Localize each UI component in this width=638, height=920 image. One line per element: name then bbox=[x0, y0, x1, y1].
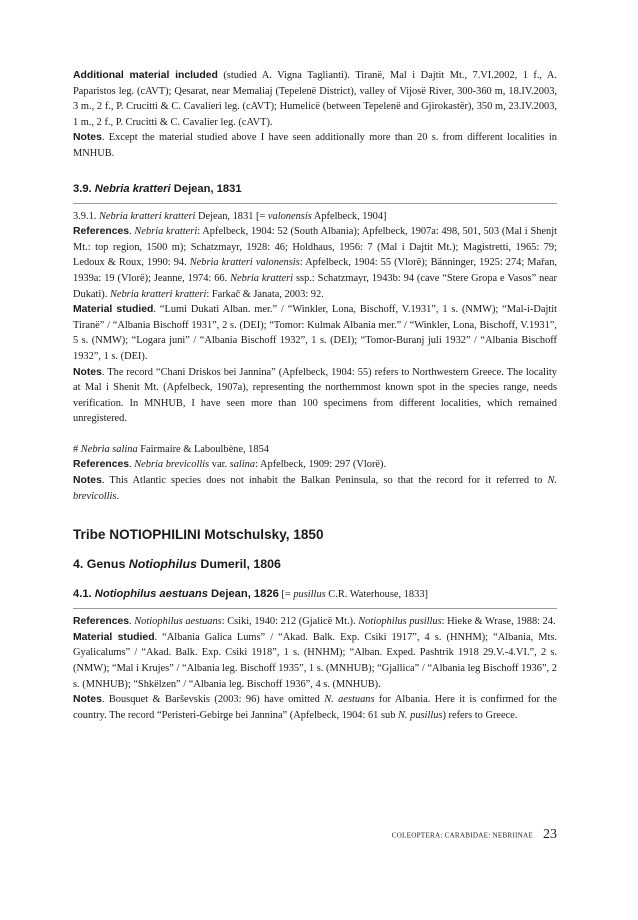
taxon-name: Nebria salina bbox=[80, 443, 138, 455]
section-3-9-heading bbox=[73, 182, 557, 197]
synonym-name: pusillus bbox=[293, 589, 326, 601]
ref-text: . bbox=[129, 459, 135, 471]
section-divider bbox=[73, 608, 557, 609]
notes-text: ) refers to Greece. bbox=[442, 709, 518, 721]
ref-taxon: Nebria kratteri valonensis bbox=[189, 257, 300, 269]
genus-author: Dumeril, 1806 bbox=[196, 557, 281, 572]
page-body bbox=[73, 68, 557, 723]
synonym-open: [= bbox=[278, 589, 294, 601]
taxon-author: Dejean, 1831 bbox=[170, 182, 242, 195]
synonym-name: valonensis bbox=[267, 210, 312, 222]
taxon-name: Notiophilus aestuans bbox=[94, 588, 208, 601]
section-divider bbox=[73, 203, 557, 204]
ref-text: var. bbox=[209, 459, 230, 471]
material-studied-text: . “Lumi Dukati Alban. mer.” / “Winkler, Lona, Bischoff, V.1931”, 1 s. (NMW); “Mal-i-Dajtit Tiranë” / “Albania Bischoff 1931”, 2 s. (DEI); “Tomor: Kulmak Albania mer.” / “Winkler, Lona, Bischoff, V.1931”, 5 s. (NMW); “Logara juni” / “Albania Bischoff 1932”, 1 s. (DEI); “Tomor-Buranj juli 1932” / “Albania Bischoff 1932”, 1 s. (DEI). bbox=[73, 304, 557, 362]
additional-material-label: Additional material included bbox=[73, 70, 218, 81]
ref-text: : Csiki, 1940: 212 (Gjalicë Mt.). bbox=[221, 616, 359, 628]
ref-taxon: Nebria kratteri bbox=[134, 226, 198, 238]
notes-text: . Except the material studied above I have seen additionally more than 20 s. from different localities in MNHUB. bbox=[73, 132, 557, 159]
material-studied-label: Material studied bbox=[73, 631, 155, 643]
section-4-1-heading bbox=[73, 587, 557, 602]
ref-text: . bbox=[129, 616, 135, 628]
ref-taxon: Nebria kratteri kratteri bbox=[109, 288, 207, 300]
ref-text: : Apfelbeck, 1909: 297 (Vlorë). bbox=[255, 459, 387, 471]
section-number: 3.9. bbox=[73, 182, 95, 195]
subsection-number: 3.9.1. bbox=[73, 210, 99, 222]
notes-label: Notes bbox=[73, 366, 102, 378]
salina-notes bbox=[73, 473, 557, 504]
additional-notes-paragraph bbox=[73, 130, 557, 161]
section-number: 4.1. bbox=[73, 588, 95, 601]
synonym-author: C.R. Waterhouse, 1833] bbox=[325, 589, 428, 601]
references-label: References bbox=[73, 226, 130, 238]
page-footer bbox=[300, 826, 557, 844]
subspecies-name: Nebria kratteri kratteri bbox=[98, 210, 196, 222]
additional-material-text: (studied A. Vigna Taglianti). Tiranë, Mal i Dajtit Mt., 7.VI.2002, 1 f., A. Paparistos leg. (cAVT); Qesarat, near Memaliaj (Tepelenë District), valley of Vijosë River, 300-360 m, 18.IV.2003, 3 m., 2 f., P. Crucitti & C. Cavalieri leg. (cAVT); Humelicë (between Tepelenë and Gjirokastër), 350 m, 23.IV.2003, 1 m., 2 f., P. Crucitti & C. Cavalier leg. (cAVT). bbox=[73, 70, 557, 128]
notes-taxon: N. brevicollis bbox=[73, 475, 557, 502]
references-paragraph bbox=[73, 614, 557, 630]
ref-text: . bbox=[129, 226, 135, 238]
notes-text: . Bousquet & Barševskis (2003: 96) have omitted bbox=[101, 694, 325, 706]
ref-taxon: Notiophilus aestuans bbox=[134, 616, 222, 628]
notes-paragraph bbox=[73, 692, 557, 723]
notes-label: Notes bbox=[73, 475, 102, 487]
notes-paragraph bbox=[73, 365, 557, 427]
ref-text: : Apfelbeck, 1904: 55 (Vlorë); Bänninger, 1925: 274; Mařan, 1939a: 19 (Vlorë); Jeanne, 1974: 66. bbox=[73, 257, 557, 284]
material-studied-label: Material studied bbox=[73, 304, 154, 316]
ref-text: : Hieke & Wrase, 1988: 24. bbox=[441, 616, 556, 628]
hash-mark: # bbox=[73, 443, 81, 455]
genus-number: 4. Genus bbox=[73, 557, 129, 572]
material-studied-paragraph bbox=[73, 302, 557, 364]
references-label: References bbox=[73, 459, 130, 471]
ref-text: : Farkač & Janata, 2003: 92. bbox=[206, 288, 324, 300]
genus-heading bbox=[73, 556, 557, 573]
ref-text: : Apfelbeck, 1904: 52 (South Albania); Apfelbeck, 1907a: 498, 501, 503 (Mal i Shenjt Mt.: top region, 1500 m); Schatzmayr, 1928: 46; Holdhaus, 1956: 7 (Mal i Dajtit Mt.); Magistretti, 1965: 79; Ledoux & Roux, 1990: 94. bbox=[73, 226, 557, 269]
salina-heading bbox=[73, 442, 557, 458]
notes-taxon: N. aestuans bbox=[324, 694, 375, 706]
notes-text: . The record “Chani Driskos bei Jannina” (Apfelbeck, 1904: 55) refers to Northwestern Greece. The locality at Mal i Shenit Mt. (Apfelbeck, 1907a), representing the northernmost known spot in the species range, needs verification. In MNHUB, I have seen more than 100 specimens from different localities, which remained unregistered. bbox=[73, 366, 557, 425]
taxon-name: Nebria kratteri bbox=[94, 182, 171, 195]
ref-taxon: salina bbox=[229, 459, 256, 471]
ref-taxon: Nebria brevicollis bbox=[134, 459, 210, 471]
ref-taxon: Nebria kratteri bbox=[230, 272, 294, 284]
taxon-author: Dejean, 1826 bbox=[207, 588, 279, 601]
running-head: COLEOPTERA: CARABIDAE: NEBRIINAE bbox=[391, 831, 533, 840]
genus-name: Notiophilus bbox=[128, 557, 197, 572]
ref-taxon: Notiophilus pusillus bbox=[358, 616, 442, 628]
additional-material-paragraph bbox=[73, 68, 557, 130]
page-number: 23 bbox=[543, 827, 557, 843]
notes-text: . This Atlantic species does not inhabit the Balkan Peninsula, so that the record for it referred to bbox=[101, 475, 548, 487]
ref-text: ssp.: Schatzmayr, 1943b: 94 (cave “Stere Gropa e Vasos” near Dukati). bbox=[73, 272, 557, 300]
subspecies-author: Dejean, 1831 [= bbox=[195, 210, 268, 222]
taxon-author: Fairmaire & Laboulbène, 1854 bbox=[137, 443, 269, 455]
notes-label: Notes bbox=[73, 694, 102, 706]
notes-taxon: N. pusillus bbox=[398, 709, 443, 721]
references-paragraph bbox=[73, 224, 557, 302]
notes-label: Notes bbox=[73, 132, 102, 144]
material-studied-text: . “Albania Galica Lums” / “Akad. Balk. Exp. Csiki 1917”, 4 s. (HNHM); “Albania, Mts. Gyalicalums” / “Akad. Balk. Exp. Csiki 1918”, 1 s. (HNHM); “Alban. Exped. Pashtrik 1918 29.V.-4.VI.”, 2 s. (NMW); “Mal i Krujes” / “Albania leg. Bischoff 1935”, 1 s. (MNHUB); “Gjallica” / “Albania leg Bischoff 1936”, 2 s. (MNHUB); “Shkëlzen” / “Albania leg. Bischoff 1936”, 4 s. (MNHUB). bbox=[73, 631, 557, 690]
salina-references bbox=[73, 457, 557, 473]
references-label: References bbox=[73, 616, 130, 628]
notes-text: . bbox=[116, 490, 120, 502]
tribe-heading: Tribe NOTIOPHILINI Motschulsky, 1850 bbox=[73, 527, 324, 543]
synonym-author: Apfelbeck, 1904] bbox=[311, 210, 387, 222]
subspecies-line bbox=[73, 209, 557, 225]
notes-text: for Albania. Here it is confirmed for the country. The record “Peristeri-Gebirge bei Jannina” (Apfelbeck, 1904: 61 sub bbox=[73, 694, 558, 721]
material-studied-paragraph bbox=[73, 630, 557, 692]
